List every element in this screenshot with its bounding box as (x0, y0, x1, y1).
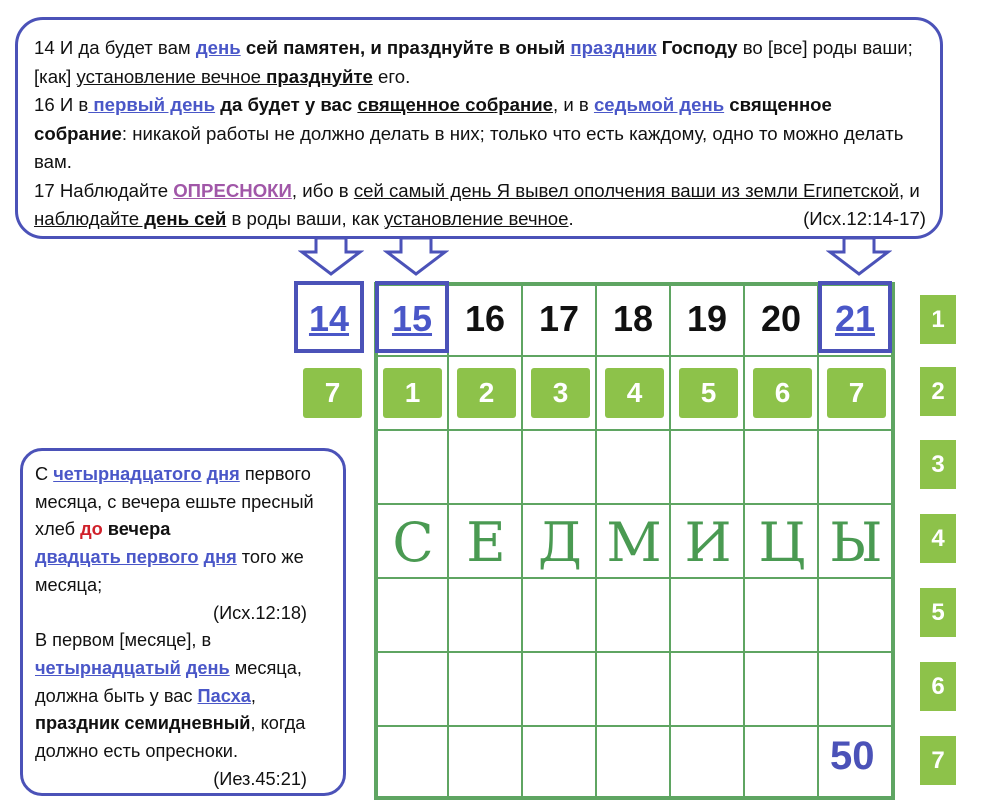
word-letter: Е (466, 511, 506, 574)
verse-underline: установление вечное (384, 208, 569, 229)
grid-cell (522, 430, 596, 504)
verse-text: 16 И в (34, 94, 89, 115)
quote-highlight: четырнадцатый (35, 657, 181, 678)
week-number-tile: 1 (920, 295, 956, 344)
quote-text: месяца, должна быть у вас (35, 657, 302, 706)
grid-cell (596, 578, 670, 652)
left-quote-box (20, 448, 346, 796)
day-17: 17 (538, 298, 580, 339)
quote-reference: (Исх.12:18) (213, 602, 307, 623)
verse-16 (34, 91, 926, 177)
day-21: 21 (834, 298, 876, 339)
grid-cell (744, 430, 818, 504)
verse-text: , и (899, 179, 920, 201)
grid-cell (670, 430, 744, 504)
verse-bold: Господу (656, 37, 738, 58)
verse-14 (34, 34, 926, 91)
verse-highlight: ОПРЕСНОКИ (173, 179, 292, 201)
quote-highlight: Пасха (197, 685, 251, 706)
grid-cell (374, 430, 448, 504)
day-20: 20 (760, 298, 802, 339)
day-19: 19 (686, 298, 728, 339)
arrow-down-icon (826, 238, 892, 276)
week-tile: 4 (605, 368, 664, 418)
grid-cell (448, 652, 522, 726)
quote-text: В первом [месяце], в (35, 630, 212, 651)
word-letter: М (606, 511, 662, 574)
grid-cell (670, 578, 744, 652)
grid-cell (374, 578, 448, 652)
week-tile: 7 (827, 368, 886, 418)
verse-text: , ибо в (291, 179, 354, 201)
verse-text: 14 И да будет вам (34, 37, 196, 58)
day-18: 18 (612, 298, 654, 339)
quote-highlight: дня (206, 464, 240, 484)
grid-cell (596, 726, 670, 800)
verse-text: 17 Наблюдайте (34, 179, 174, 201)
grid-cell (818, 652, 892, 726)
week-number-tile: 5 (920, 588, 956, 637)
word-letter: Ы (829, 511, 883, 574)
grid-cell (522, 652, 596, 726)
week-tile: 1 (383, 368, 442, 418)
week-tile: 2 (457, 368, 516, 418)
quote-exodus (35, 461, 335, 600)
grid-cell (744, 652, 818, 726)
week-tile: 3 (531, 368, 590, 418)
grid-cell (522, 578, 596, 652)
verse-17 (34, 177, 926, 234)
week-number-tile: 6 (920, 662, 956, 711)
grid-cell (670, 726, 744, 800)
week-number-tile: 4 (920, 514, 956, 563)
verse-bold: празднуйте (261, 65, 373, 87)
verse-highlight: седьмой день (593, 94, 725, 115)
verse-bold: да будет у вас (215, 94, 358, 115)
quote-bold: праздник семидневный (35, 713, 251, 734)
week-number-tile: 7 (920, 736, 956, 785)
grid-cell (744, 578, 818, 652)
verse-text: . (568, 208, 574, 229)
day-14: 14 (308, 298, 350, 339)
verse-text: во [все] роды ваши; [как] (34, 37, 913, 87)
quote-highlight: дня (203, 547, 237, 568)
verse-text: в роды ваши, как (226, 208, 384, 229)
verse-bold: день сей (139, 208, 227, 229)
week-tile: 5 (679, 368, 738, 418)
verse-reference: (Исх.12:14-17) (803, 208, 926, 229)
arrow-down-icon (298, 238, 364, 276)
quote-reference: (Иез.45:21) (213, 768, 307, 789)
quote-red: до (80, 519, 103, 540)
quote-highlight: четырнадцатого (53, 464, 202, 484)
day-16: 16 (464, 298, 506, 339)
week-tile: 6 (753, 368, 812, 418)
verse-bold: священное собрание (34, 94, 832, 144)
verse-highlight: первый день (88, 94, 216, 115)
grid-cell (448, 726, 522, 800)
grid-cell (818, 578, 892, 652)
verse-bold: священное собрание (357, 94, 554, 115)
word-letter: Ц (758, 511, 806, 574)
left-week-tile: 7 (303, 368, 362, 418)
quote-text: , (250, 685, 256, 706)
grid-cell (744, 726, 818, 800)
quote-bold: вечера (102, 519, 171, 540)
grid-cell (670, 652, 744, 726)
quote-text: первого месяца, с вечера ешьте пресный хлеб (35, 464, 314, 540)
verse-text: : никакой работы не должно делать в них; только что есть каждому, одно то можно делать вам. (34, 122, 904, 172)
verse-underline: сей самый день Я вывел ополчения ваши из земли Египетской (353, 179, 900, 201)
verse-text: , и в (553, 94, 594, 115)
quote-text: того же месяца; (35, 547, 304, 595)
verse-highlight: праздник (570, 37, 657, 58)
grid-cell (596, 652, 670, 726)
grid-cell (374, 726, 448, 800)
day-50: 50 (830, 734, 875, 778)
grid-cell (818, 430, 892, 504)
week-number-tile: 2 (920, 367, 956, 416)
top-quote-box (15, 17, 943, 239)
verse-underline: наблюдайте (34, 208, 140, 229)
grid-cell (448, 578, 522, 652)
grid-cell (374, 652, 448, 726)
verse-text: его. (372, 65, 411, 87)
quote-highlight: день (185, 657, 230, 678)
arrow-down-icon (383, 238, 449, 276)
grid-cell (522, 726, 596, 800)
week-number-tile: 3 (920, 440, 956, 489)
day-15: 15 (391, 298, 433, 339)
quote-text: , когда должно есть опресноки. (35, 713, 306, 762)
word-letter: И (684, 511, 732, 574)
verse-bold: сей памятен, и празднуйте в оный (240, 37, 571, 58)
quote-ezekiel (35, 627, 335, 766)
quote-highlight: двадцать первого (35, 547, 199, 568)
quote-text: С (35, 464, 54, 484)
grid-cell (596, 430, 670, 504)
word-letter: С (392, 511, 434, 574)
verse-highlight: день (195, 37, 241, 58)
word-letter: Д (538, 511, 582, 574)
grid-cell (448, 430, 522, 504)
verse-underline: установление вечное (76, 65, 262, 87)
